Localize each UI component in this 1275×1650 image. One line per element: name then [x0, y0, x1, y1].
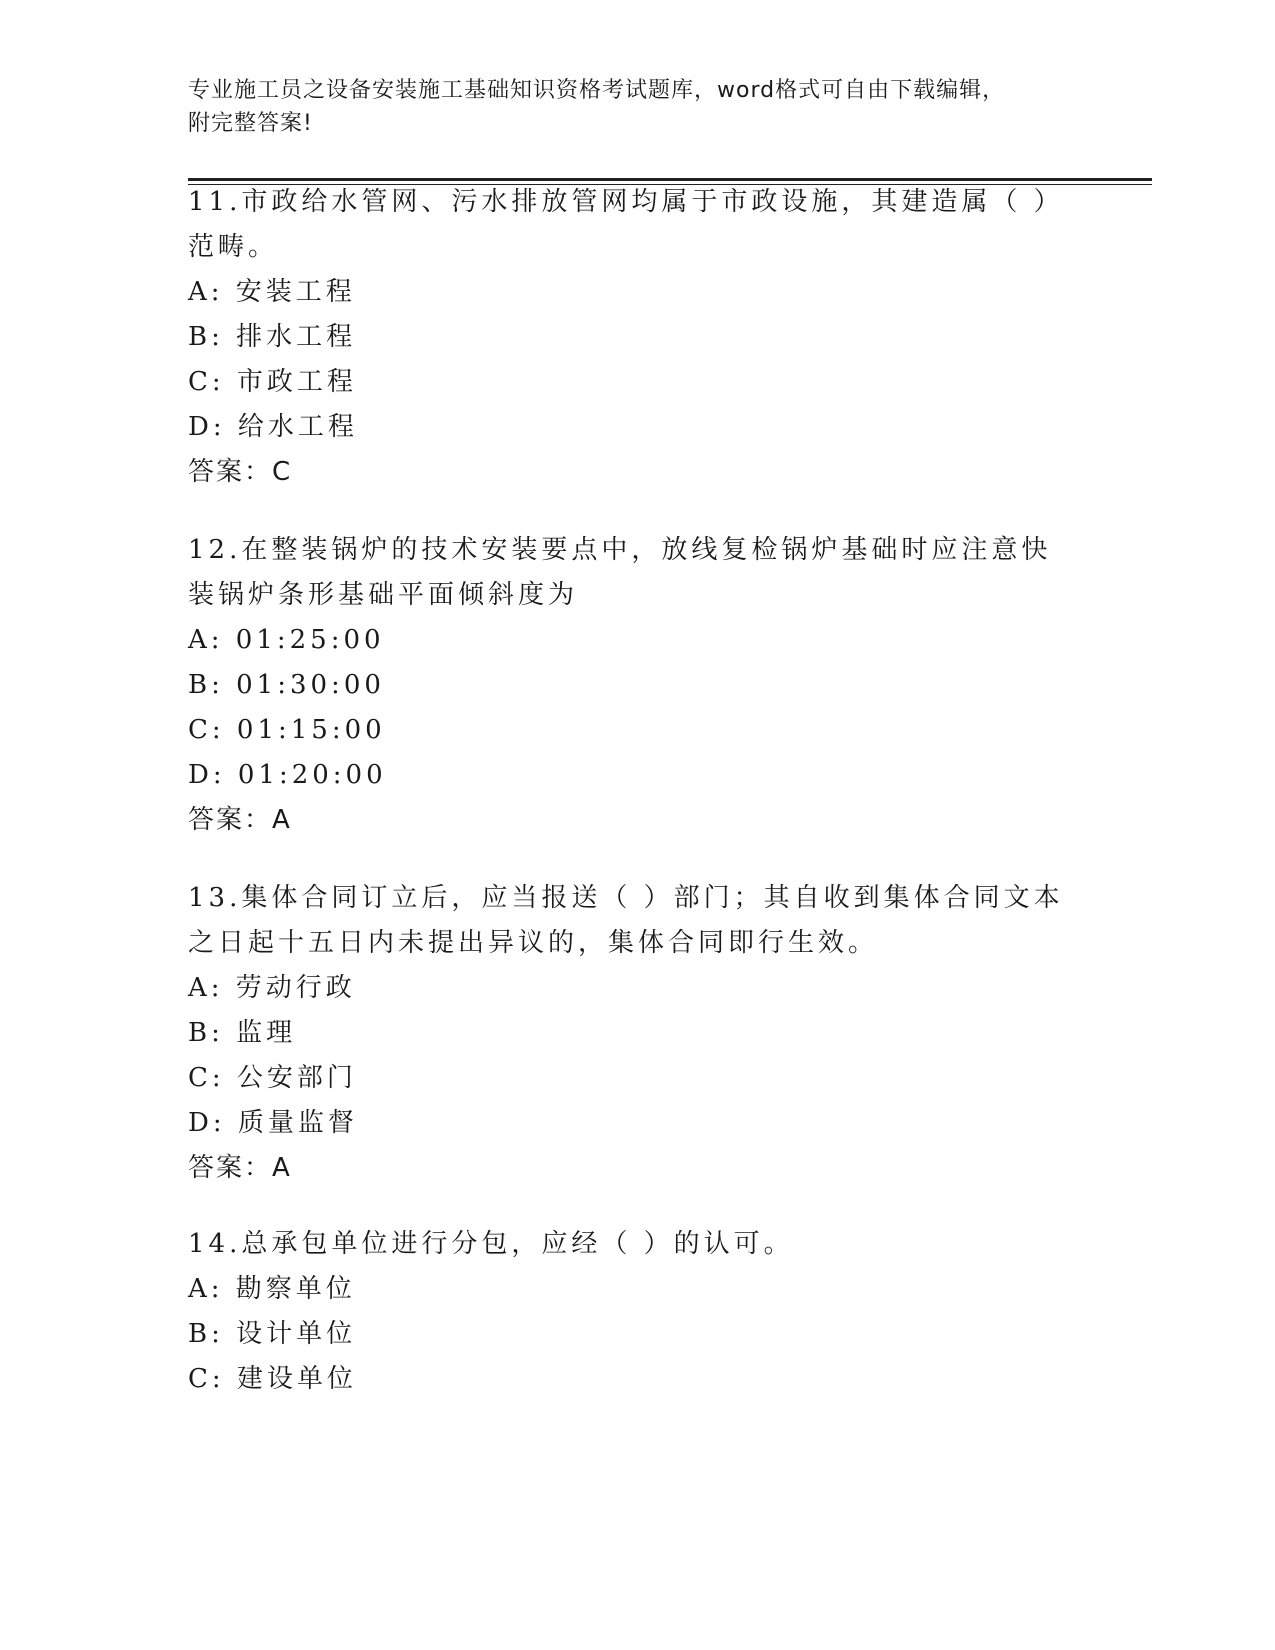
option-d: D: 01:20:00	[188, 760, 387, 790]
document-header	[188, 74, 1068, 140]
option-d: D: 给水工程	[188, 412, 358, 442]
answer: 答案：A	[188, 1153, 292, 1183]
answer: 答案：A	[188, 805, 292, 835]
question-13	[188, 876, 1088, 1191]
option-b: B: 排水工程	[188, 322, 357, 352]
option-a: A: 勘察单位	[188, 1274, 356, 1304]
question-stem: 13.集体合同订立后，应当报送（ ）部门；其自收到集体合同文本之日起十五日内未提出异议的，集体合同即行生效。	[188, 883, 1064, 958]
question-stem: 11.市政给水管网、污水排放管网均属于市政设施，其建造属（ ）范畴。	[188, 187, 1064, 262]
option-b: B: 01:30:00	[188, 670, 385, 700]
option-c: C: 建设单位	[188, 1364, 357, 1394]
option-c: C: 市政工程	[188, 367, 357, 397]
option-c: C: 公安部门	[188, 1063, 357, 1093]
answer: 答案：C	[188, 457, 293, 487]
question-12	[188, 528, 1088, 843]
option-a: A: 01:25:00	[188, 625, 385, 655]
question-stem: 14.总承包单位进行分包，应经（ ）的认可。	[188, 1229, 794, 1259]
question-stem: 12.在整装锅炉的技术安装要点中，放线复检锅炉基础时应注意快装锅炉条形基础平面倾斜度为	[188, 535, 1052, 610]
header-line-2: 附完整答案!	[188, 111, 313, 136]
option-c: C: 01:15:00	[188, 715, 386, 745]
option-b: B: 设计单位	[188, 1319, 357, 1349]
question-14	[188, 1222, 1088, 1402]
header-line-1: 专业施工员之设备安装施工基础知识资格考试题库，word格式可自由下载编辑，	[188, 78, 1006, 103]
option-d: D: 质量监督	[188, 1108, 358, 1138]
option-a: A: 安装工程	[188, 277, 356, 307]
option-a: A: 劳动行政	[188, 973, 356, 1003]
option-b: B: 监理	[188, 1018, 297, 1048]
question-11	[188, 180, 1088, 495]
